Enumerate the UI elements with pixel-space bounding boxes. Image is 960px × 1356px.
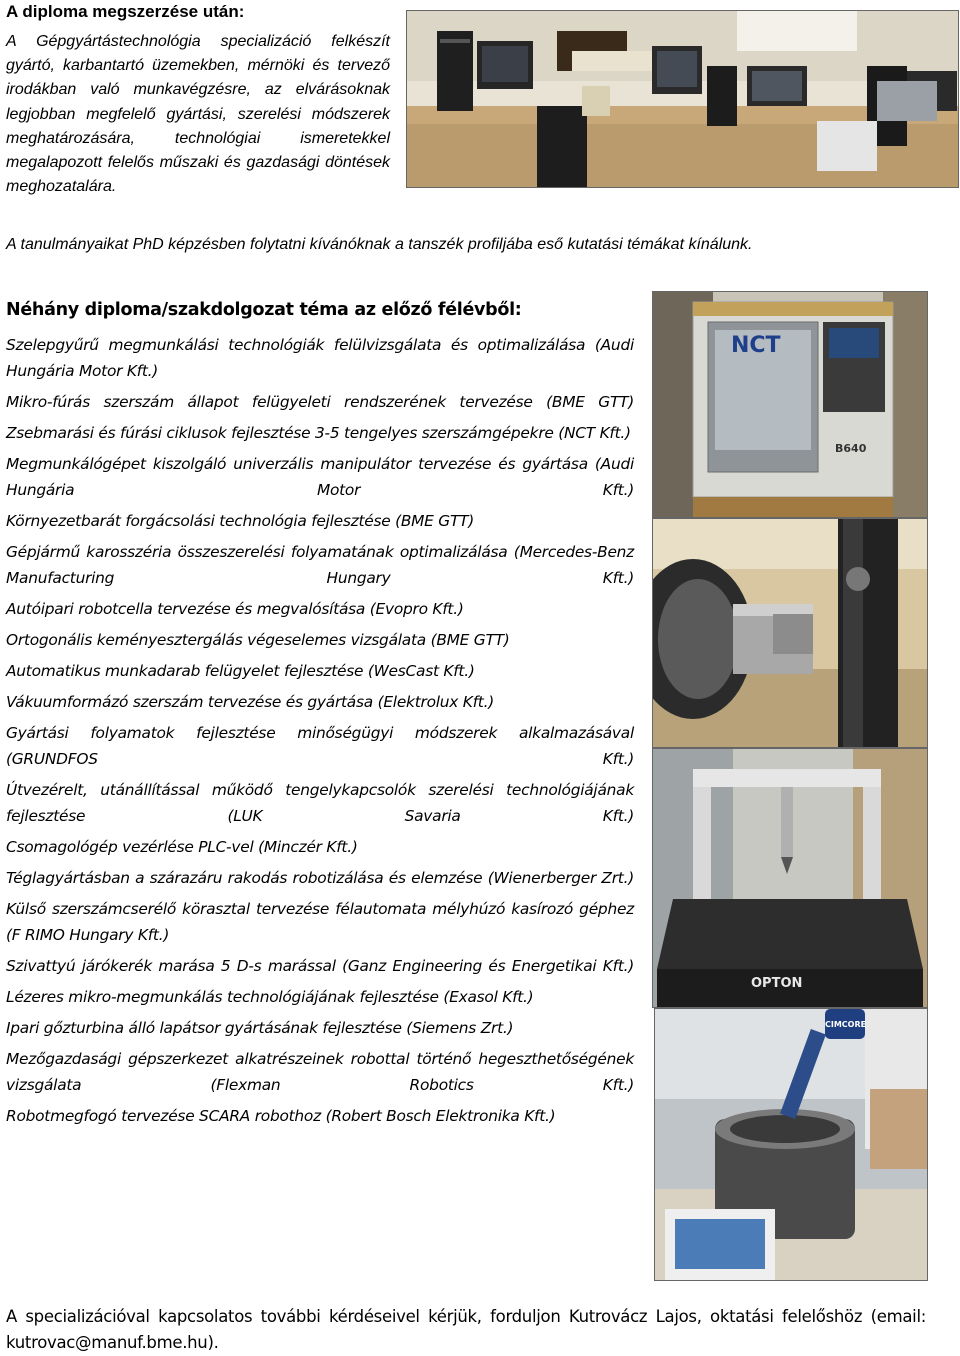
list-item: Gyártási folyamatok fejlesztése minőségügyi módszerek alkalmazásával (GRUNDFOS Kft.) [6,724,634,768]
arm-brand-label: CIMCORE [825,1020,867,1029]
list-item: Mikro-fúrás szerszám állapot felügyeleti rendszerének tervezése (BME GTT) [6,393,634,411]
list-item: Téglagyártásban a szárazáru rakodás robotizálása és elemzése (Wienerberger Zrt.) [6,869,634,887]
list-item: Külső szerszámcserélő körasztal tervezése félautomata mélyhúzó kasírozó géphez (F RIMO Hungary Kft.) [6,900,634,944]
list-item: Szelepgyűrű megmunkálási technológiák felülvizsgálata és optimalizálása (Audi Hungária Motor Kft.) [6,336,634,380]
list-item: Csomagológép vezérlése PLC-vel (Minczér Kft.) [6,838,358,856]
list-item: Ortogonális keményesztergálás végeselemes vizsgálata (BME GTT) [6,631,510,649]
cnc-model-label: B640 [835,442,867,455]
section2-heading: Néhány diploma/szakdolgozat téma az előző félévből: [6,300,522,320]
list-item: Gépjármű karosszéria összeszerelési folyamatának optimalizálása (Mercedes-Benz Manufacturing Hungary Kft.) [6,543,634,587]
list-item: Mezőgazdasági gépszerkezet alkatrészeinek robottal történő hegeszthetőségének vizsgálata (Flexman Robotics Kft.) [6,1050,634,1094]
cnc-machine-photo [652,291,928,518]
list-item: Útvezérelt, utánállítással működő tengelykapcsolók szerelési technológiájának fejlesztése (LUK Savaria Kft.) [6,781,634,825]
phd-paragraph: A tanulmányaikat PhD képzésben folytatni kívánóknak a tanszék profiljába eső kutatási témákat kínálunk. [6,236,753,253]
list-item: Szivattyú járókerék marása 5 D-s marással (Ganz Engineering és Energetikai Kft.) [6,957,634,975]
contact-footer: A specializációval kapcsolatos további kérdéseivel kérjük, forduljon Kutrovácz Lajos, oktatási felelőshöz (email: kutrovac@manuf.bme.hu). [6,1307,926,1352]
lathe-chuck-photo [652,518,928,748]
section1-heading: A diploma megszerzése után: [6,2,245,21]
computer-lab-photo [406,10,959,188]
list-item: Automatikus munkadarab felügyelet fejlesztése (WesCast Kft.) [6,662,475,680]
intro-paragraph: A Gépgyártástechnológia specializáció felkészít gyártó, karbantartó üzemekben, mérnöki és tervező irodákban való munkavégzésre, az elvárásoknak legjobban megfelelő gyártási, szerelési módszerek meghatározására, technológiai ismeretekkel megalapozott felelős műszaki és gazdasági döntések meghozatalára. [6,33,390,196]
cmm-brand-label: OPTON [751,976,803,991]
thesis-topic-list [6,332,634,1134]
list-item: Lézeres mikro-megmunkálás technológiájának fejlesztése (Exasol Kft.) [6,988,534,1006]
list-item: Robotmegfogó tervezése SCARA robothoz (Robert Bosch Elektronika Kft.) [6,1107,556,1125]
list-item: Ipari gőzturbina álló lapátsor gyártásának fejlesztése (Siemens Zrt.) [6,1019,514,1037]
list-item: Autóipari robotcella tervezése és megvalósítása (Evopro Kft.) [6,600,464,618]
measuring-arm-photo [654,1008,928,1281]
list-item: Környezetbarát forgácsolási technológia fejlesztése (BME GTT) [6,512,475,530]
measuring-machine-photo [652,748,928,1008]
cnc-brand-label: NCT [731,333,781,358]
list-item: Vákuumformázó szerszám tervezése és gyártása (Elektrolux Kft.) [6,693,494,711]
list-item: Zsebmarási és fúrási ciklusok fejlesztése 3-5 tengelyes szerszámgépekre (NCT Kft.) [6,424,631,442]
list-item: Megmunkálógépet kiszolgáló univerzális manipulátor tervezése és gyártása (Audi Hungária Motor Kft.) [6,455,634,499]
